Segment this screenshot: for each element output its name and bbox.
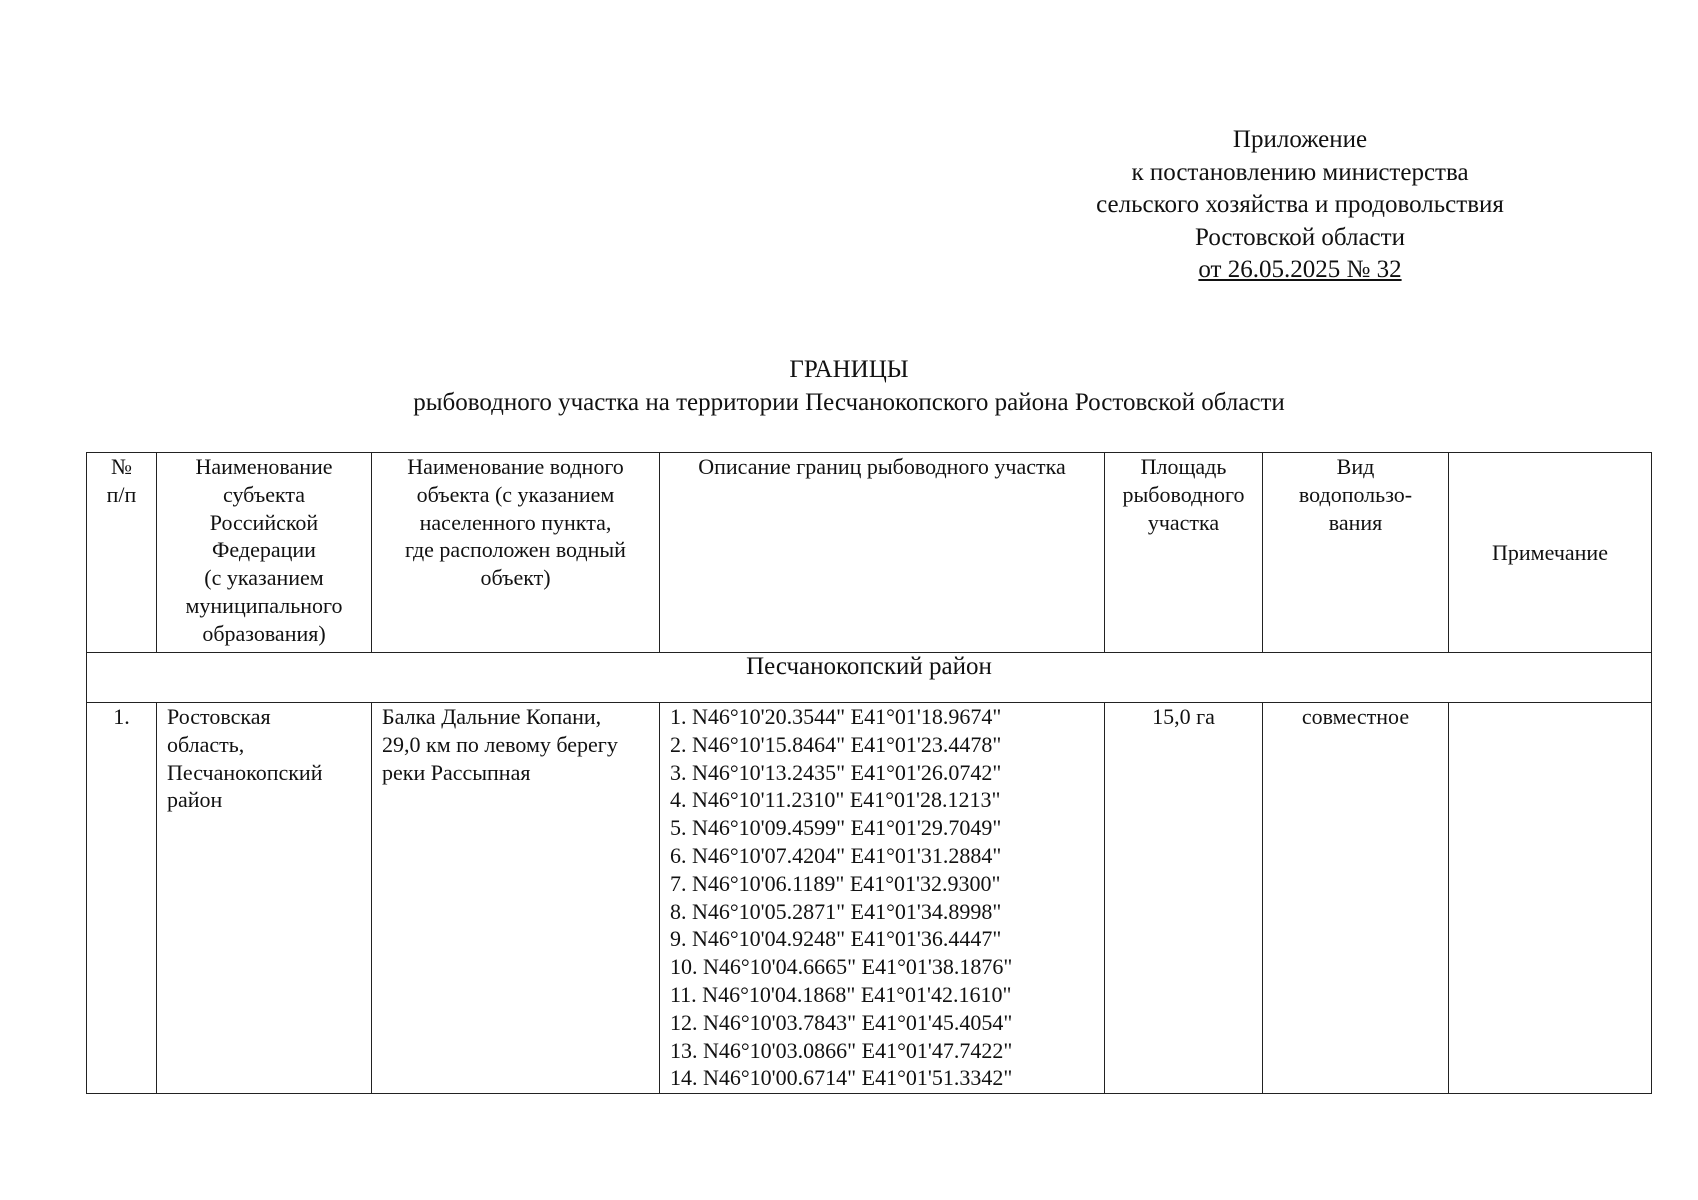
header-water-object bbox=[372, 453, 660, 653]
text-line: 2. N46°10'15.8464" E41°01'23.4478" bbox=[670, 731, 1002, 757]
header-lines bbox=[1449, 539, 1651, 567]
text-line: 6. N46°10'07.4204" E41°01'31.2884" bbox=[670, 842, 1002, 868]
header-note bbox=[1449, 453, 1652, 653]
table-row bbox=[87, 703, 1652, 1094]
text-line: область, bbox=[167, 731, 245, 757]
text-line: участка bbox=[1147, 509, 1220, 535]
header-num bbox=[87, 453, 157, 653]
text-line: 13. N46°10'03.0866" E41°01'47.7422" bbox=[670, 1037, 1013, 1063]
boundaries-table bbox=[86, 452, 1652, 1094]
text-line: реки Рассыпная bbox=[382, 759, 531, 785]
appendix-line: к постановлению министерства bbox=[1131, 158, 1469, 186]
text-line: субъекта bbox=[222, 481, 306, 507]
header-lines bbox=[157, 453, 371, 648]
text-line: образования) bbox=[202, 620, 326, 646]
row-note bbox=[1449, 703, 1652, 1094]
title-heading: ГРАНИЦЫ bbox=[789, 356, 909, 383]
header-lines bbox=[87, 453, 156, 509]
appendix-line: сельского хозяйства и продовольствия bbox=[1096, 191, 1504, 218]
text-line: район bbox=[167, 787, 223, 813]
cell-lines bbox=[167, 703, 365, 814]
text-line: 10. N46°10'04.6665" E41°01'38.1876" bbox=[670, 954, 1013, 980]
region-row bbox=[87, 653, 1652, 703]
appendix-block bbox=[1020, 124, 1580, 287]
text-line: 5. N46°10'09.4599" E41°01'29.7049" bbox=[670, 815, 1002, 841]
text-line: 8. N46°10'05.2871" E41°01'34.8998" bbox=[670, 898, 1002, 924]
text-line: Федерации bbox=[212, 537, 316, 563]
row-subject bbox=[157, 703, 372, 1094]
header-lines bbox=[372, 453, 659, 592]
text-line: 4. N46°10'11.2310" E41°01'28.1213" bbox=[670, 787, 1001, 813]
text-line: рыбоводного bbox=[1122, 481, 1245, 507]
text-line: населенного пункта, bbox=[419, 509, 612, 535]
appendix-line: Приложение bbox=[1232, 126, 1368, 153]
text-line: Балка Дальние Копани, bbox=[382, 704, 602, 729]
text-line: 9. N46°10'04.9248" E41°01'36.4447" bbox=[670, 926, 1002, 952]
text-line: Вид bbox=[1336, 454, 1375, 479]
text-line: Наименование bbox=[195, 454, 333, 479]
text-line: муниципального bbox=[185, 592, 343, 618]
title-subheading: рыбоводного участка на территории Песчанокопского района Ростовской области bbox=[413, 389, 1285, 416]
text-line: Песчанокопский bbox=[167, 759, 323, 785]
table-header-row bbox=[87, 453, 1652, 653]
text-line: Российской bbox=[209, 509, 319, 535]
row-coordinates bbox=[660, 703, 1105, 1094]
text-line: 29,0 км по левому берегу bbox=[382, 731, 618, 757]
text-line: 11. N46°10'04.1868" E41°01'42.1610" bbox=[670, 981, 1012, 1007]
text-line: водопользо- bbox=[1298, 481, 1413, 507]
text-line: п/п bbox=[106, 481, 137, 507]
text-line: Площадь bbox=[1140, 454, 1227, 479]
row-num: 1. bbox=[87, 703, 157, 1094]
row-water-object bbox=[372, 703, 660, 1094]
header-lines bbox=[1105, 453, 1262, 536]
resolution-date-number: от 26.05.2025 № 32 bbox=[1198, 256, 1402, 283]
text-line: 14. N46°10'00.6714" E41°01'51.3342" bbox=[670, 1065, 1013, 1091]
text-line: № bbox=[111, 454, 132, 479]
region-name: Песчанокопский район bbox=[87, 653, 1652, 703]
header-description bbox=[660, 453, 1105, 653]
header-subject bbox=[157, 453, 372, 653]
text-line: Наименование водного bbox=[407, 454, 624, 479]
header-lines bbox=[1263, 453, 1448, 536]
row-area: 15,0 га bbox=[1105, 703, 1263, 1094]
appendix-line: Ростовской области bbox=[1195, 223, 1405, 251]
header-area bbox=[1105, 453, 1263, 653]
text-line: Примечание bbox=[1492, 539, 1608, 565]
text-line: где расположен водный bbox=[405, 537, 626, 563]
header-lines bbox=[660, 453, 1104, 481]
text-line: 7. N46°10'06.1189" E41°01'32.9300" bbox=[670, 870, 1001, 896]
text-line: (с указанием bbox=[204, 565, 324, 591]
text-line: объекта (с указанием bbox=[416, 481, 615, 507]
cell-lines bbox=[382, 703, 653, 786]
row-use-type: совместное bbox=[1263, 703, 1449, 1094]
text-line: 1. N46°10'20.3544" E41°01'18.9674" bbox=[670, 704, 1002, 729]
document-title bbox=[0, 353, 1698, 419]
coordinate-list bbox=[670, 703, 1098, 1092]
text-line: Описание границ рыбоводного участка bbox=[698, 454, 1066, 479]
text-line: 12. N46°10'03.7843" E41°01'45.4054" bbox=[670, 1009, 1013, 1035]
text-line: объект) bbox=[480, 565, 551, 591]
text-line: вания bbox=[1328, 509, 1383, 535]
text-line: Ростовская bbox=[167, 704, 271, 729]
text-line: 3. N46°10'13.2435" E41°01'26.0742" bbox=[670, 759, 1002, 785]
header-use-type bbox=[1263, 453, 1449, 653]
